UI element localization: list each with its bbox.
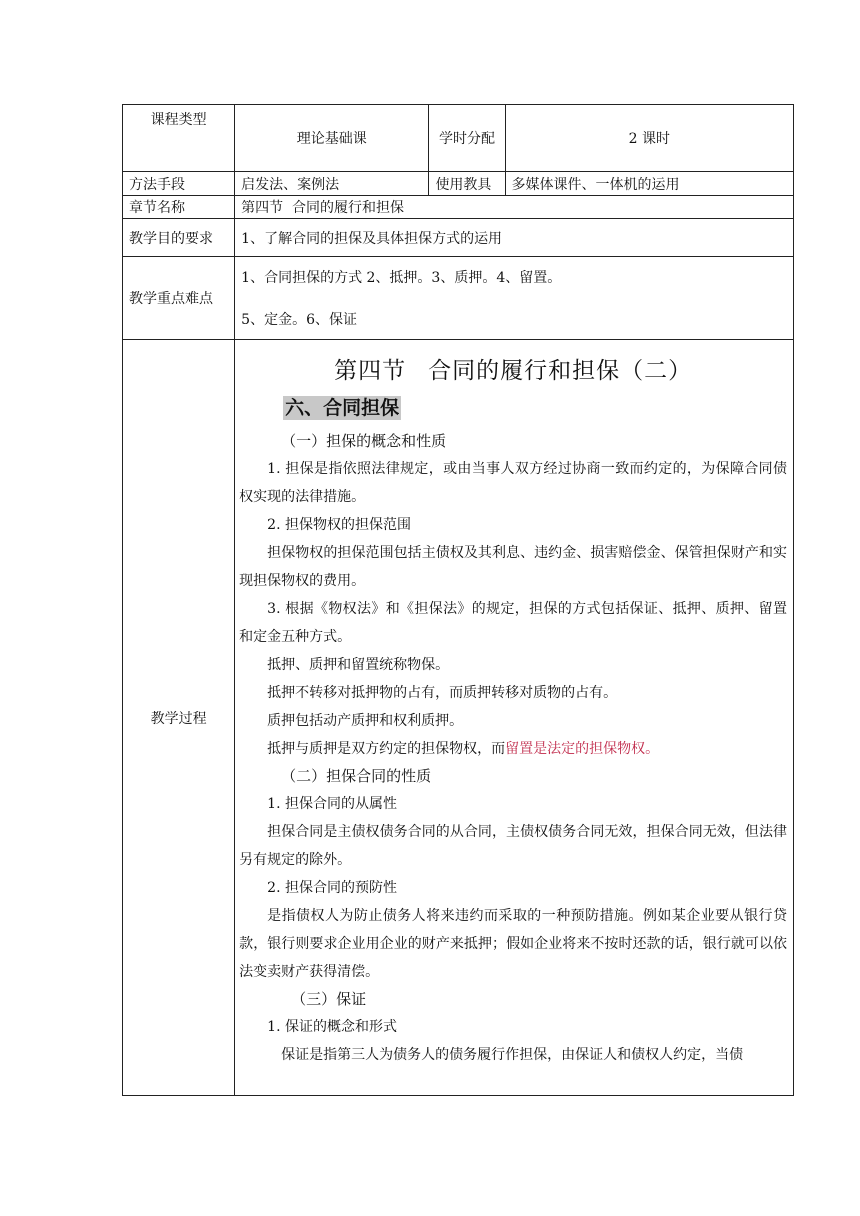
paragraph-6: 抵押不转移对抵押物的占有，而质押转移对质物的占有。 <box>267 685 618 701</box>
content-title-part-b: 合同的履行和担保（二） <box>428 358 693 384</box>
paragraph-7: 质押包括动产质押和权利质押。 <box>267 713 464 729</box>
paragraph-8-emphasis: 留置是法定的担保物权。 <box>505 741 660 757</box>
tools-label: 使用教具 <box>429 172 505 196</box>
paragraph-12: 是指债权人为防止债务人将来违约而采取的一种预防措施。例如某企业要从银行贷款，银行则要求企业用企业的财产来抵押；假如企业将来不按时还款的话，银行就可以依法变卖财产获得清偿。 <box>239 908 787 980</box>
method-value: 启发法、案例法 <box>235 172 429 196</box>
row-method <box>123 172 794 196</box>
key-points-label: 教学重点难点 <box>123 257 235 340</box>
tools-value: 多媒体课件、一体机的运用 <box>505 172 793 196</box>
content-title <box>239 352 787 385</box>
paragraph-4: 3. 根据《物权法》和《担保法》的规定，担保的方式包括保证、抵押、质押、留置和定金五种方式。 <box>239 601 787 645</box>
paragraph-1: 1. 担保是指依照法律规定，或由当事人双方经过协商一致而约定的，为保障合同债权实现的法律措施。 <box>239 461 787 505</box>
objectives-value: 1、了解合同的担保及具体担保方式的运用 <box>235 219 794 257</box>
row-objectives <box>123 219 794 257</box>
subheading-1: （一）担保的概念和性质 <box>281 432 447 450</box>
hours-label: 学时分配 <box>429 105 505 172</box>
course-type-label: 课程类型 <box>123 105 235 172</box>
hours-value: 2 课时 <box>505 105 793 172</box>
paragraph-2: 2. 担保物权的担保范围 <box>267 517 411 533</box>
section-heading-text: 六、合同担保 <box>285 397 400 419</box>
chapter-label: 章节名称 <box>123 196 235 219</box>
course-type-value: 理论基础课 <box>235 105 429 172</box>
lesson-plan-table <box>122 104 794 1096</box>
key-points-value <box>235 257 794 340</box>
row-key-points <box>123 257 794 340</box>
paragraph-5: 抵押、质押和留置统称物保。 <box>267 657 450 673</box>
paragraph-8 <box>239 735 787 763</box>
objectives-label: 教学目的要求 <box>123 219 235 257</box>
paragraph-11: 2. 担保合同的预防性 <box>267 880 397 896</box>
chapter-value: 第四节 合同的履行和担保 <box>235 196 794 219</box>
row-process <box>123 340 794 1096</box>
paragraph-9: 1. 担保合同的从属性 <box>267 796 397 812</box>
process-label: 教学过程 <box>123 340 235 1096</box>
row-course-type <box>123 105 794 172</box>
paragraph-13: 1. 保证的概念和形式 <box>267 1019 397 1035</box>
paragraph-8-text: 抵押与质押是双方约定的担保物权，而 <box>267 741 506 757</box>
key-points-line-1: 1、合同担保的方式 2、抵押。3、质押。4、留置。 <box>241 270 562 286</box>
content-title-part-a: 第四节 <box>334 358 407 384</box>
paragraph-14: 保证是指第三人为债务人的债务履行作担保，由保证人和债权人约定，当债 <box>281 1047 744 1063</box>
section-heading <box>283 393 787 420</box>
key-points-line-2: 5、定金。6、保证 <box>241 312 357 328</box>
method-label: 方法手段 <box>123 172 235 196</box>
process-content <box>235 340 794 1096</box>
paragraph-10: 担保合同是主债权债务合同的从合同，主债权债务合同无效，担保合同无效，但法律另有规定的除外。 <box>239 824 787 868</box>
subheading-3: （三）保证 <box>291 990 367 1008</box>
row-chapter <box>123 196 794 219</box>
subheading-2: （二）担保合同的性质 <box>281 767 432 785</box>
paragraph-3: 担保物权的担保范围包括主债权及其利息、违约金、损害赔偿金、保管担保财产和实现担保物权的费用。 <box>239 545 787 589</box>
